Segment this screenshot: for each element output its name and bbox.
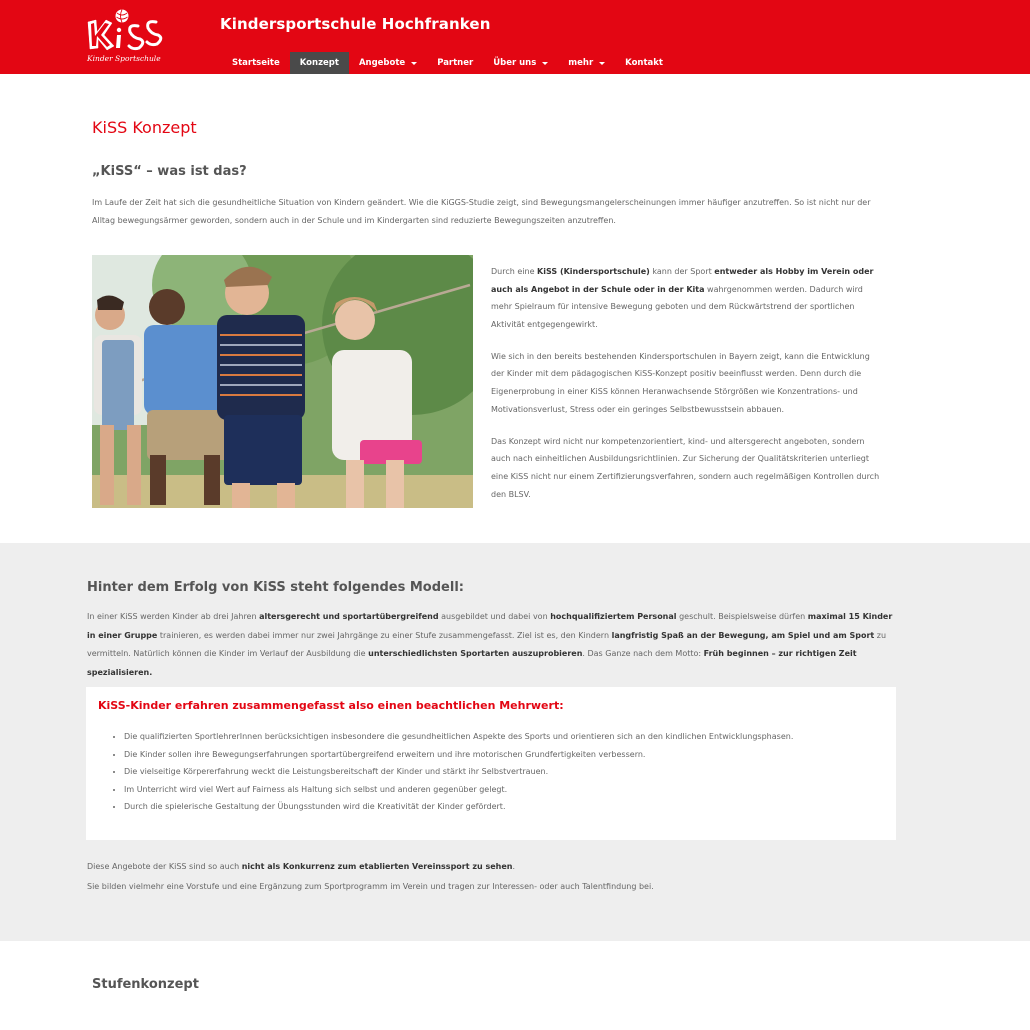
main-nav [222, 52, 673, 74]
list-item: • Durch die spielerische Gestaltung der Übungsstunden wird die Kreativität der Kinder gefördert. [124, 798, 793, 816]
bold-text: Früh beginnen – zur richtigen Zeit spezialisieren. [87, 649, 857, 677]
section-heading-stufenkonzept: Stufenkonzept [92, 977, 199, 992]
text: Durch eine [491, 267, 538, 276]
children-tug-of-war-photo [92, 255, 473, 508]
list-item: • Im Unterricht wird viel Wert auf Fairness als Haltung sich selbst und anderen gegenüber gelegt. [124, 781, 793, 799]
text: . [512, 862, 516, 871]
bold-text: unterschiedlichsten Sportarten auszuprobieren [368, 649, 583, 658]
text: trainieren, es werden dabei immer nur zwei Jahrgänge zu einer Stufe zusammengefasst. Ziel ist es, den Kindern [157, 630, 612, 640]
intro-paragraph: Im Laufe der Zeit hat sich die gesundheitliche Situation von Kindern geändert. Wie die KiGGS-Studie zeigt, sind Bewegungsmangelerscheinungen immer häufiger anzutreffen. So ist nicht nur der Alltag bewegungsärmer geworden, sondern auch in der Schule und im Kindergarten sind reduzierte Bewegungszeiten anzutreffen. [92, 198, 871, 225]
caret-down-icon [599, 62, 605, 65]
concept-text-column [491, 263, 881, 518]
nav-label: Konzept [299, 58, 339, 68]
mehrwert-list [124, 728, 793, 816]
site-header [0, 0, 1030, 74]
model-paragraph [87, 608, 897, 682]
caret-down-icon [542, 62, 548, 65]
kiss-logo[interactable] [84, 8, 178, 64]
nav-label: Partner [437, 58, 474, 68]
text: . Das Ganze nach dem Motto: [582, 649, 704, 658]
section-heading-modell: Hinter dem Erfolg von KiSS steht folgendes Modell: [87, 580, 464, 595]
bold-text: KiSS (Kindersportschule) [537, 267, 650, 276]
svg-text:Kinder Sportschule: Kinder Sportschule [87, 54, 161, 63]
text: In einer KiSS werden Kinder ab drei Jahren [87, 612, 260, 621]
bold-text: entweder als Hobby im Verein oder auch als Angebot in der Schule oder in der Kita [491, 267, 874, 294]
closing-line-1 [87, 857, 907, 877]
caret-down-icon [411, 62, 417, 65]
nav-item-konzept[interactable] [290, 52, 349, 74]
mehrwert-card [86, 687, 896, 840]
nav-item-ueber-uns[interactable] [483, 52, 558, 74]
bold-text: altersgerecht und sportartübergreifend [259, 612, 439, 621]
nav-label: Angebote [358, 58, 406, 68]
text: geschult. Beispielsweise dürfen [676, 612, 808, 621]
list-item: • Die Kinder sollen ihre Bewegungserfahrungen sportartübergreifend erweitern und ihre motorischen Grundfertigkeiten verbessern. [124, 746, 793, 764]
paragraph-kiss-hobby [491, 263, 881, 333]
page-title: KiSS Konzept [92, 118, 197, 137]
nav-item-startseite[interactable] [222, 52, 290, 74]
site-title[interactable]: Kindersportschule Hochfranken [220, 15, 491, 33]
nav-item-mehr[interactable] [558, 52, 615, 74]
nav-item-angebote[interactable] [349, 52, 427, 74]
text: Diese Angebote der KiSS sind so auch [87, 862, 242, 871]
section-heading-was-ist-das: „KiSS“ – was ist das? [92, 164, 247, 179]
text: wahrgenommen werden. Dadurch wird mehr Spielraum für intensive Bewegung geboten und dem Rückwärtstrend der sportlichen Aktivität entgegengewirkt. [491, 284, 863, 329]
nav-label: mehr [568, 58, 594, 68]
bold-text: maximal 15 Kinder in einer Gruppe [87, 612, 893, 640]
list-item: • Die qualifizierten SportlehrerInnen berücksichtigen insbesondere die gesundheitlichen Aspekte des Sports und orientieren sich an den kindlichen Entwicklungsphasen. [124, 728, 793, 746]
bold-text: hochqualifiziertem Personal [550, 612, 677, 621]
nav-label: Kontakt [625, 58, 663, 68]
nav-item-partner[interactable] [427, 52, 483, 74]
text: kann der Sport [649, 267, 715, 276]
kiss-logo-icon [84, 8, 178, 64]
mehrwert-card-title: KiSS-Kinder erfahren zusammengefasst also einen beachtlichen Mehrwert: [98, 699, 564, 712]
closing-paragraph [87, 857, 907, 897]
nav-label: Startseite [232, 58, 280, 68]
nav-label: Über uns [493, 58, 537, 68]
paragraph-bayern: Wie sich in den bereits bestehenden Kindersportschulen in Bayern zeigt, kann die Entwicklung der Kinder mit dem pädagogischen KiSS-Konzept positiv beeinflusst werden. Denn durch die Eigenerprobung in einer KiSS können Heranwachsende Störgrößen wie Konzentrations- und Motivationsverlust, Stress oder ein geringes Selbstbewusstsein abbauen. [491, 351, 870, 414]
bold-text: langfristig Spaß an der Bewegung, am Spiel und am Sport [611, 630, 875, 640]
nav-item-kontakt[interactable] [615, 52, 673, 74]
text: zu vermitteln. Natürlich können die Kinder im Verlauf der Ausbildung die [87, 630, 887, 658]
list-item: • Die vielseitige Körpererfahrung weckt die Leistungsbereitschaft der Kinder und stärkt ihr Selbstvertrauen. [124, 763, 793, 781]
photo-illustration [92, 255, 473, 508]
text: ausgebildet und dabei von [438, 612, 551, 621]
paragraph-konzept-blsv: Das Konzept wird nicht nur kompetenzorientiert, kind- und altersgerecht angeboten, sondern auch nach einheitlichen Ausbildungsrichtlinien. Zur Sicherung der Qualitätskriterien unterliegt eine KiSS nicht nur einem Zertifizierungsverfahren, sondern auch regelmäßigen Kontrollen durch den BLSV. [491, 436, 880, 499]
bold-text: nicht als Konkurrenz zum etablierten Vereinssport zu sehen [241, 862, 513, 871]
closing-line-2: Sie bilden vielmehr eine Vorstufe und eine Ergänzung zum Sportprogramm im Verein und tragen zur Interessen- oder auch Talentfindung bei. [87, 882, 654, 891]
